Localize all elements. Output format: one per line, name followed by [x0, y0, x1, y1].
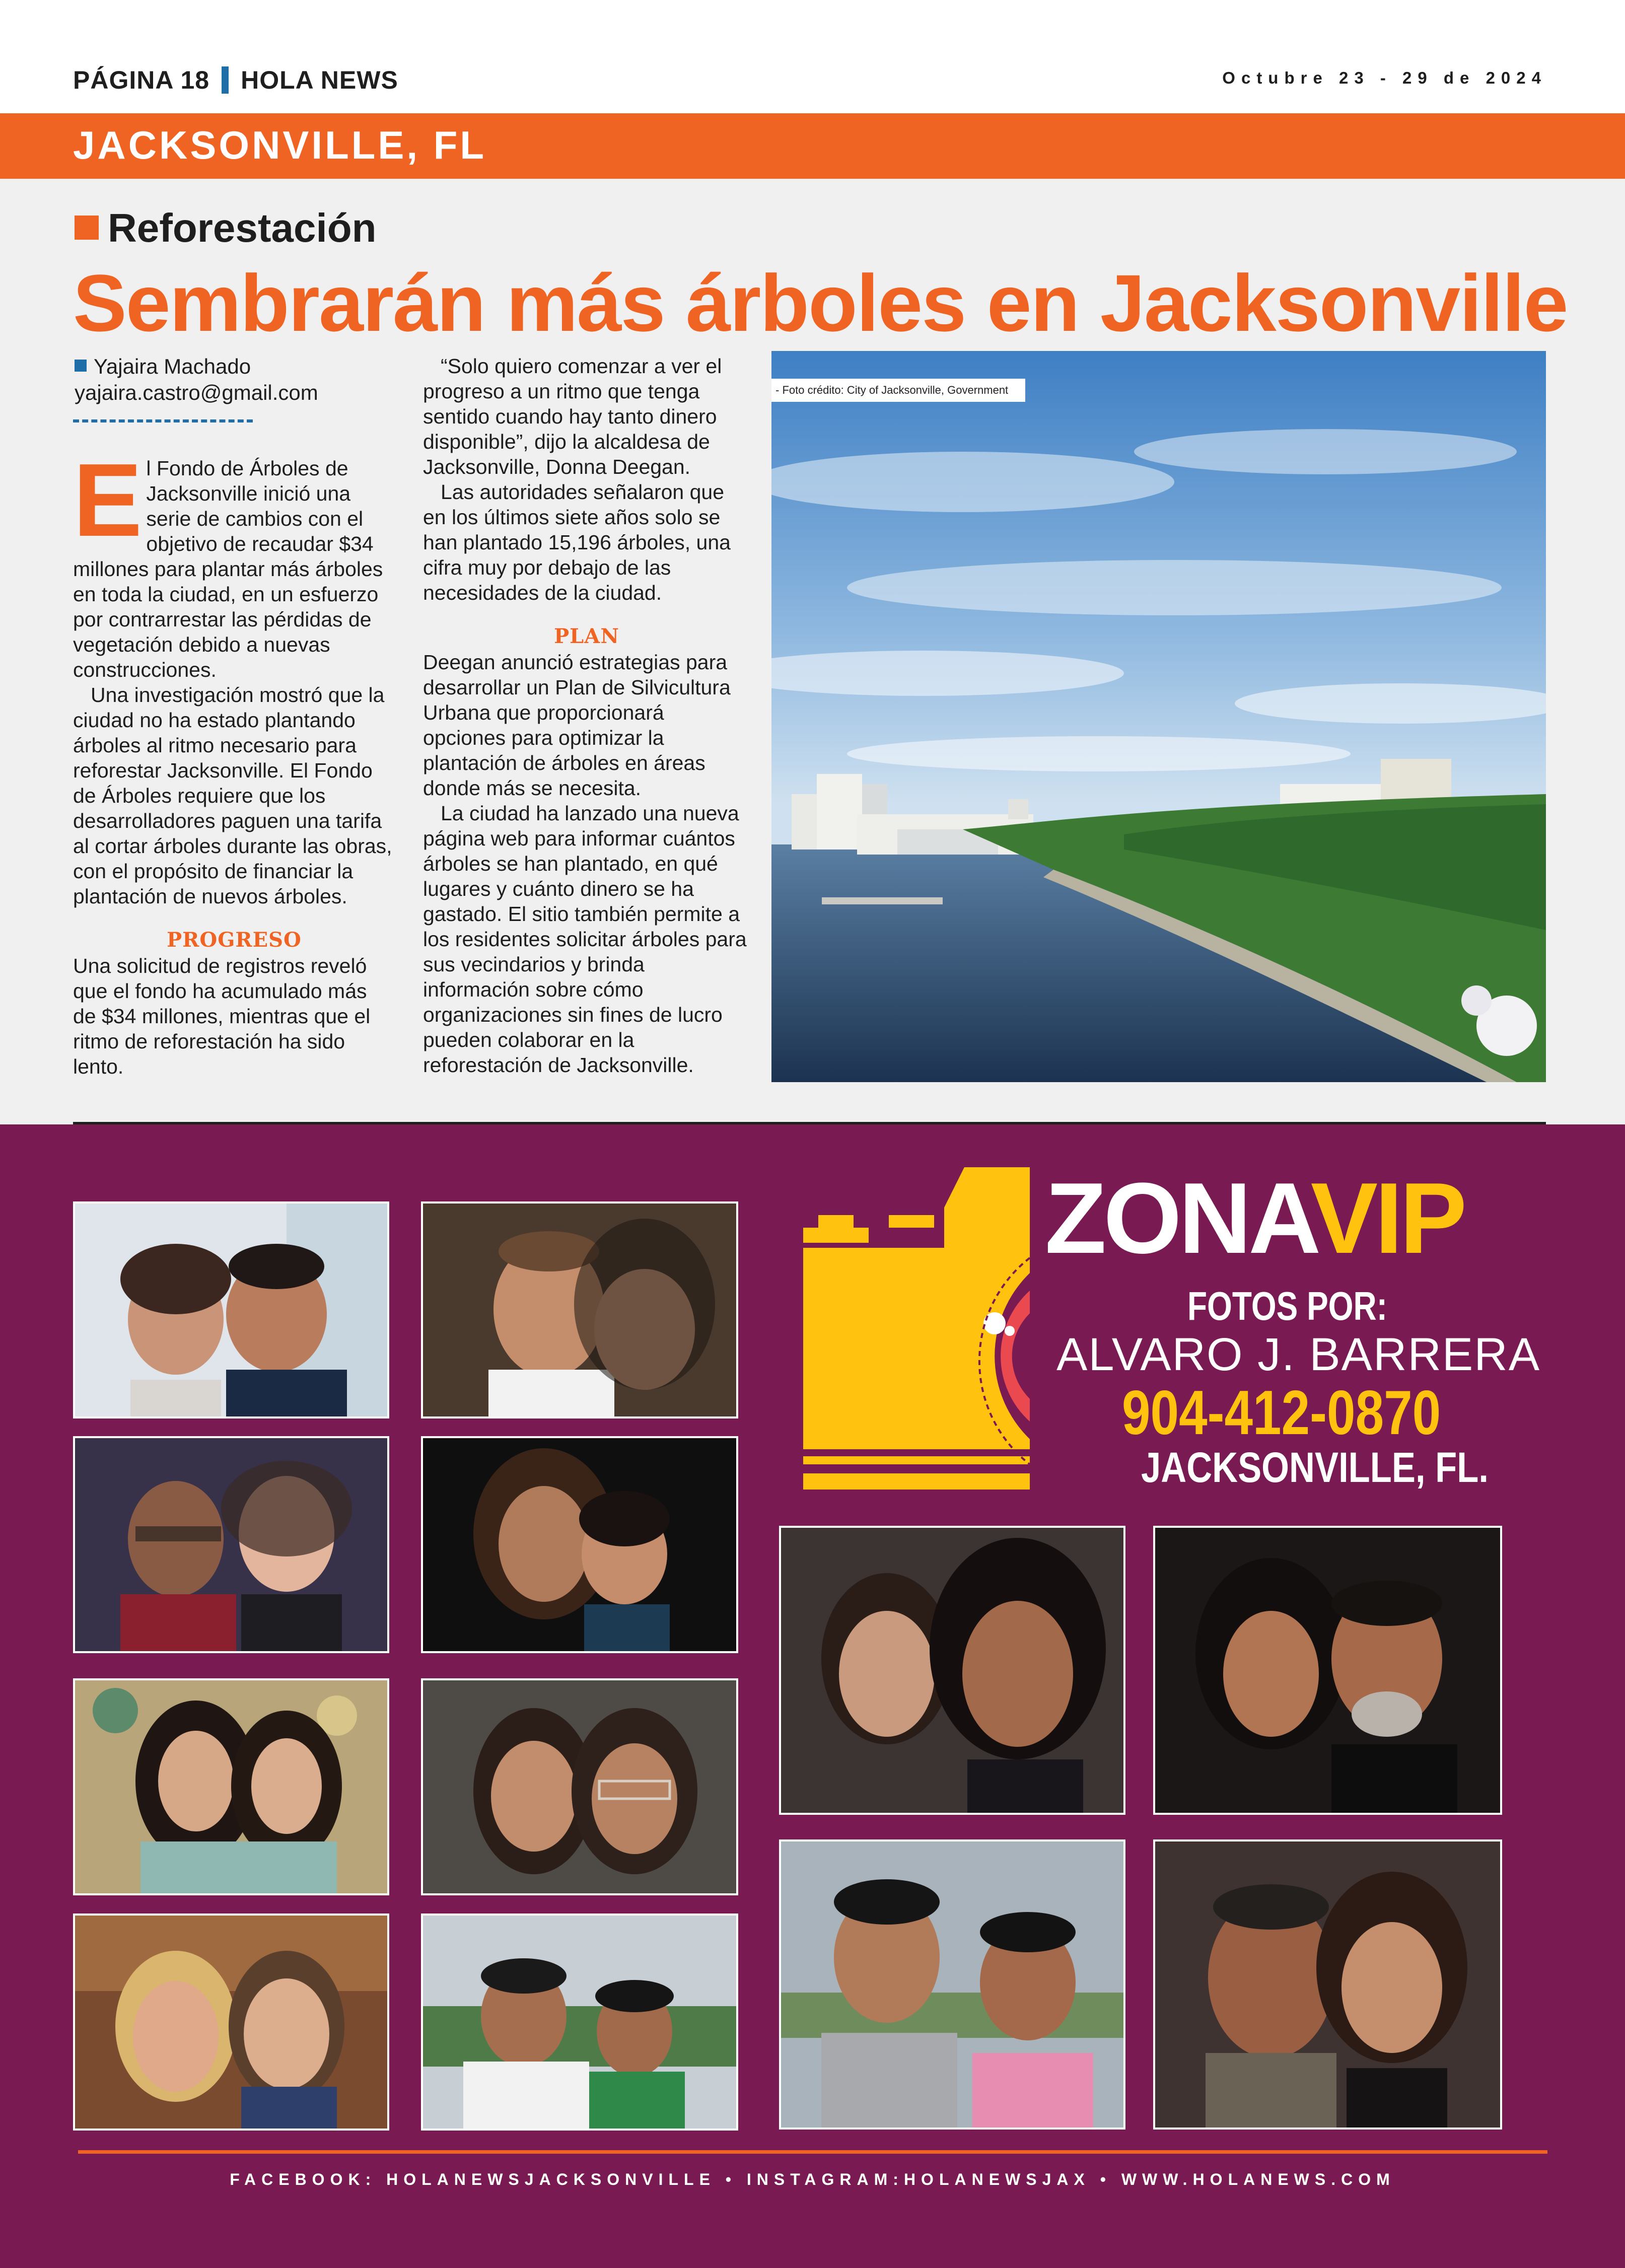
- fotos-por-label: FOTOS POR:: [1187, 1284, 1388, 1328]
- vip-photo: [779, 1839, 1125, 2130]
- vip-photo: [421, 1678, 738, 1895]
- drop-cap: E: [73, 442, 143, 558]
- zona-vip-logo-text: [1045, 1162, 1464, 1274]
- photographer-phone[interactable]: 904-412-0870: [1122, 1378, 1441, 1448]
- article-kicker: [75, 205, 376, 251]
- vip-photo: [779, 1526, 1125, 1815]
- issue-date: Octubre 23 - 29 de 2024: [1222, 68, 1547, 87]
- publication-name: HOLA NEWS: [241, 66, 398, 94]
- article-paragraph: Deegan anunció estrategias para desarrollar un Plan de Silvicultura Urbana que proporcionará opciones para optimizar la plantación de árboles en áreas donde más se necesita.: [423, 651, 731, 800]
- article-paragraph: [73, 442, 395, 682]
- logo-word-vip: VIP: [1310, 1162, 1464, 1274]
- kicker-square-icon: [75, 216, 99, 240]
- vip-photo: [73, 1913, 389, 2131]
- byline-square-icon: [75, 360, 87, 372]
- vip-photo: [1153, 1526, 1502, 1815]
- article: [0, 179, 1625, 1124]
- footer-social-links[interactable]: FACEBOOK: HOLANEWSJACKSONVILLE • INSTAGRAM:HOLANEWSJAX • WWW.HOLANEWS.COM: [230, 2170, 1395, 2188]
- byline: [75, 353, 318, 406]
- page-header: [0, 0, 1625, 113]
- article-paragraph: Una solicitud de registros reveló que el fondo ha acumulado más de $34 millones, mientras que el ritmo de reforestación ha sido lento.: [73, 954, 371, 1078]
- vip-photo: [421, 1436, 738, 1653]
- page-number: PÁGINA 18: [73, 66, 210, 94]
- article-column-1: [73, 442, 395, 1079]
- photographer-city: JACKSONVILLE, FL.: [1141, 1444, 1489, 1491]
- author-name: Yajaira Machado: [94, 355, 251, 378]
- author-line: [75, 353, 318, 380]
- logo-word-zona: ZONA: [1045, 1162, 1311, 1274]
- article-photo-jacksonville-river: [771, 351, 1546, 1082]
- vip-photo: [73, 1436, 389, 1653]
- vip-photo: [1153, 1839, 1502, 2130]
- page-folio: [73, 65, 398, 95]
- paragraph-text: l Fondo de Árboles de Jacksonville inició una serie de cambios con el objetivo de recaudar $34 millones para plantar más árboles en toda la ciudad, en un esfuerzo por contrarrestar las pérdidas de vegetación debido a nuevas construcciones.: [73, 457, 383, 681]
- vip-photo: [421, 1201, 738, 1419]
- camera-logo-icon: [803, 1167, 1040, 1500]
- kicker-label: Reforestación: [108, 205, 377, 250]
- byline-rule: [73, 419, 253, 422]
- author-email[interactable]: yajaira.castro@gmail.com: [75, 381, 318, 404]
- section-band: [0, 113, 1625, 179]
- article-paragraph: “Solo quiero comenzar a ver el progreso a un ritmo que tenga sentido cuando hay tanto dinero disponible”, dijo la alcaldesa de Jacksonville, Donna Deegan.: [423, 355, 722, 478]
- vip-photo: [421, 1913, 738, 2131]
- vip-photo: [73, 1201, 389, 1419]
- photographer-name: ALVARO J. BARRERA: [1056, 1329, 1541, 1380]
- article-paragraph: Las autoridades señalaron que en los últimos siete años solo se han plantado 15,196 árboles, una cifra muy por debajo de las necesidades de la ciudad.: [423, 480, 731, 604]
- subhead-progreso: PROGRESO: [167, 928, 302, 952]
- footer-rule: [78, 2150, 1547, 2154]
- article-column-2: [423, 353, 750, 1078]
- photo-credit: - Foto crédito: City of Jacksonville, Government: [771, 379, 1025, 402]
- subhead-plan: PLAN: [554, 624, 619, 648]
- folio-separator: [222, 66, 229, 94]
- section-title: JACKSONVILLE, FL: [73, 123, 487, 167]
- article-paragraph: Una investigación mostró que la ciudad no ha estado plantando árboles al ritmo necesario para reforestar Jacksonville. El Fondo de Árboles requiere que los desarrolladores paguen una tarifa al cortar árboles durante las obras, con el propósito de financiar la plantación de nuevos árboles.: [73, 683, 392, 908]
- vip-photo: [73, 1678, 389, 1895]
- article-headline: Sembrarán más árboles en Jacksonville: [73, 258, 1568, 348]
- article-paragraph: La ciudad ha lanzado una nueva página web para informar cuántos árboles se han plantado, en qué lugares y cuánto dinero se ha gastado. El sitio también permite a los residentes solicitar árboles para sus vecindarios y brinda información sobre cómo organizaciones sin fines de lucro pueden colaborar en la reforestación de Jacksonville.: [423, 802, 747, 1077]
